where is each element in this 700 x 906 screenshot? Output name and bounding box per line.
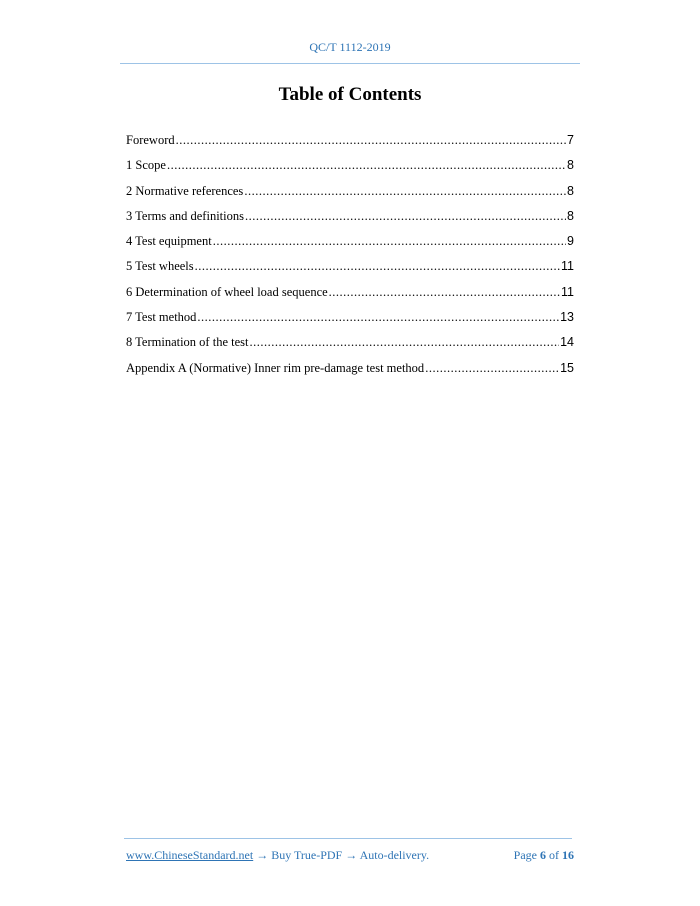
toc-entry-page: 7 [567, 133, 574, 147]
toc-dot-leader [213, 234, 566, 249]
toc-entry-text: 6 Determination of wheel load sequence [126, 284, 328, 299]
toc-entry-text: 5 Test wheels [126, 259, 194, 274]
toc-entry-page: 13 [560, 310, 574, 325]
toc-entry[interactable] [126, 234, 574, 259]
page-number [514, 848, 574, 863]
toc-entry-text: 1 Scope [126, 158, 166, 173]
toc-entry-text: 3 Terms and definitions [126, 208, 244, 223]
toc-entry-page: 8 [567, 158, 574, 173]
toc-entry[interactable] [126, 310, 574, 335]
toc-entry[interactable] [126, 259, 574, 284]
toc-title: Table of Contents [278, 84, 422, 105]
toc-entry-text: Foreword [126, 133, 175, 147]
page-of-label: of [549, 848, 559, 862]
toc-entry-page: 15 [560, 360, 574, 375]
toc-dot-leader [249, 335, 559, 350]
toc-entry[interactable] [126, 158, 574, 183]
toc-entry-text: 4 Test equipment [126, 234, 212, 249]
toc-dot-leader [197, 310, 559, 325]
toc-entry-page: 11 [561, 284, 574, 299]
toc-dot-leader [167, 158, 566, 173]
toc-dot-leader [329, 285, 560, 300]
total-pages: 16 [562, 848, 574, 862]
toc-entry[interactable] [126, 335, 574, 360]
toc-dot-leader [244, 184, 566, 199]
toc-entry[interactable] [126, 133, 574, 158]
toc-entry-page: 11 [561, 259, 574, 274]
toc-dot-leader [176, 133, 566, 148]
page-footer [126, 848, 574, 863]
toc-entry-text: 8 Termination of the test [126, 335, 249, 350]
toc-entry[interactable] [126, 209, 574, 234]
toc-entry-page: 8 [567, 208, 574, 223]
toc-dot-leader [195, 259, 560, 274]
page-label: Page [513, 848, 537, 862]
website-link[interactable]: www.ChineseStandard.net [126, 848, 254, 862]
current-page: 6 [540, 848, 546, 862]
standard-code: QC/T 1112-2019 [309, 40, 391, 54]
toc-entry-page: 8 [567, 183, 574, 198]
toc-entry-text: 2 Normative references [126, 183, 244, 198]
footer-promo: → Buy True-PDF → Auto-delivery. [256, 848, 430, 862]
toc-entry-page: 9 [567, 234, 574, 249]
header-divider [120, 63, 580, 64]
toc-list [126, 133, 574, 386]
toc-dot-leader [245, 209, 566, 224]
toc-entry[interactable] [126, 184, 574, 209]
toc-entry-page: 14 [560, 335, 574, 350]
toc-entry[interactable] [126, 285, 574, 310]
toc-entry-text: 7 Test method [126, 310, 197, 325]
toc-dot-leader [425, 361, 559, 376]
toc-entry[interactable] [126, 361, 574, 386]
footer-divider [124, 838, 572, 839]
toc-entry-text: Appendix A (Normative) Inner rim pre-damage test method [126, 360, 425, 375]
